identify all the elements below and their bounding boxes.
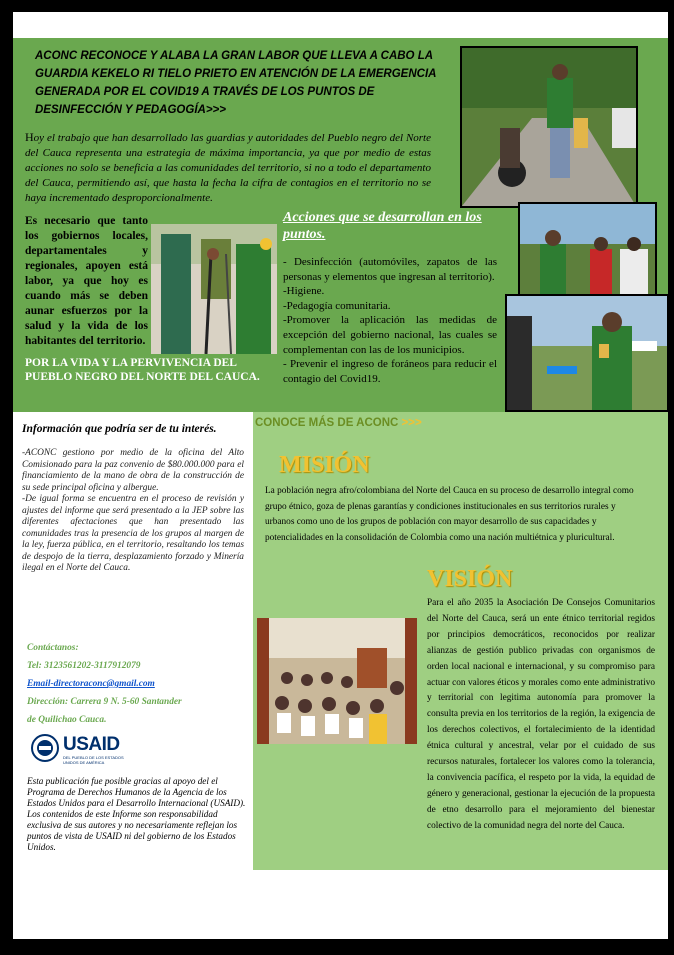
accion-item: - Desinfección (automóviles, zapatos de las personas y elementos que ingresan al territorio). <box>283 256 497 283</box>
conoce-arrows: >>> <box>401 417 422 429</box>
conoce-text: CONOCE MÁS DE ACONC <box>255 417 399 429</box>
contact-phone: Tel: 3123561202-3117912079 <box>27 661 141 671</box>
photo-community-meeting <box>257 618 417 744</box>
info-title: Información que podría ser de tu interés. <box>22 423 217 435</box>
headline: ACONC RECONOCE Y ALABA LA GRAN LABOR QUE LLEVA A CABO LA GUARDIA KEKELO RI TIELO PRIETO EN ATENCIÓN DE LA EMERGENCIA GENERADA POR EL COVID19 A TRAVÉS DE LOS PUNTOS DE DESINFECCIÓN Y PEDAGOGÍA>>> <box>35 50 437 116</box>
mision-text: La población negra afro/colombiana del Norte del Cauca en su proceso de desarrollo integral como grupo étnico, goza de plenas garantías y condiciones institucionales en sus territorios rurales y urbanos como uno de los grupos de población con mayor desarrollo de sus capacidades y potencialidades en la consolidación de Colombia como una nación multiétnica y pluricultural. <box>265 486 634 543</box>
info-body <box>22 448 244 575</box>
info-item: -ACONC gestiono por medio de la oficina del Alto Comisionado para la paz convenio de $80.000.000 para el financiamiento de la mano de obra de la construcción de su sede principal oficina y albergue. <box>22 448 244 493</box>
mision-title: MISIÓN <box>279 452 370 478</box>
slogan: POR LA VIDA Y LA PERVIVENCIA DEL PUEBLO NEGRO DEL NORTE DEL CAUCA. <box>25 357 260 383</box>
photo-guard-staffs <box>151 224 277 354</box>
usaid-logo-subtext: DEL PUEBLO DE LOS ESTADOS UNIDOS DE AMÉRICA <box>63 755 124 765</box>
acciones-title: Acciones que se desarrollan en los puntos. <box>283 210 482 242</box>
accion-item: -Pedagogía comunitaria. <box>283 299 391 312</box>
newsletter-page <box>13 12 668 939</box>
contact-label: Contáctanos: <box>27 643 79 653</box>
accion-item: -Higiene. <box>283 285 325 298</box>
accion-item: -Promover la aplicación las medidas de excepción del gobierno nacional, las cuales se complementan con las de los municipios. <box>283 314 497 356</box>
support-call-text: Es necesario que tanto los gobiernos locales, departamentales y regionales, apoyen está labor, ya que hoy es cuando más se deben aunar esfuerzos por la salud y la vida de los habitantes del territorio. <box>25 215 148 347</box>
contact-email-link[interactable]: Email-directoraconc@gmail.com <box>27 679 155 689</box>
usaid-logo-text: USAID <box>63 734 120 755</box>
vision-text: Para el año 2035 la Asociación De Consejos Comunitarios del Norte del Cauca, será un ente étnico territorial regidos por principios democráticos, reconocidos por realizar alianzas de gestión publico privadas con organismos de orden local nacional e internacional, y su compromiso para actuar con valores éticos y morales como ente administrativo y territorial con legitima autonomía para promover la consulta previa en los territorios de la región, la exigencia de los derechos colectivos, el fortalecimiento de la identidad étnica cultural y ancestral, velar por el cuidado de sus recursos naturales, fortalecer los valores como la tolerancia, la convivencia pacífica, el respeto por la vida, la equidad de género y generacional, gestionar la ejecución de la propuesta de etno desarrollo para el mejoramiento del bienestar colectivo de la comunidad negra del norte del Cauca. <box>427 598 655 831</box>
conoce-heading <box>255 417 422 429</box>
accion-item: - Prevenir el ingreso de foráneos para reducir el contagio del Covid19. <box>283 358 497 385</box>
acciones-list <box>283 255 497 386</box>
photo-spray-disinfection <box>505 294 668 412</box>
intro-cap: H <box>25 130 34 144</box>
photo-community-checkpoint <box>518 202 657 300</box>
usaid-logo <box>31 734 131 766</box>
info-item: -De igual forma se encuentra en el proceso de revisión y ajustes del informe que será presentado a la JEP sobre las diferentes afectaciones que han presentado las comunidades tras la presencia de los grupos al margen de la ley, fuerza pública, en el territorio, resaltando los temas de despojo de la tierra, desplazamiento forzado y Minería ilegal en el Norte del Cauca. <box>22 494 244 573</box>
contact-address-line2: de Quilichao Cauca. <box>27 715 107 725</box>
vision-title: VISIÓN <box>427 566 513 592</box>
photo-disinfecting-motorcycle <box>460 46 638 208</box>
usaid-disclaimer: Esta publicación fue posible gracias al apoyo del el Programa de Derechos Humanos de la Agencia de los Estados Unidos para el Desarrollo Internacional (USAID). Los contenidos de este Informe son responsabilidad exclusiva de sus autores y no necesariamente reflejan los puntos de vista de USAID ni del gobierno de los Estados Unidos. <box>27 776 246 852</box>
intro-text: oy el trabajo que han desarrollado las guardias y autoridades del Pueblo negro del Norte del Cauca representa una estrategia de máxima importancia, ya que por medio de estas acciones no solo se beneficia a las comunidades del territorio, si no a todo el departamento del Cauca, permitiendo así, que hasta la fecha la cifra de contagios en el territorio no se haya incrementado desproporcionalmente. <box>25 132 431 204</box>
intro-paragraph <box>25 130 431 206</box>
contact-address-line1: Dirección: Carrera 9 N. 5-60 Santander <box>27 697 182 707</box>
